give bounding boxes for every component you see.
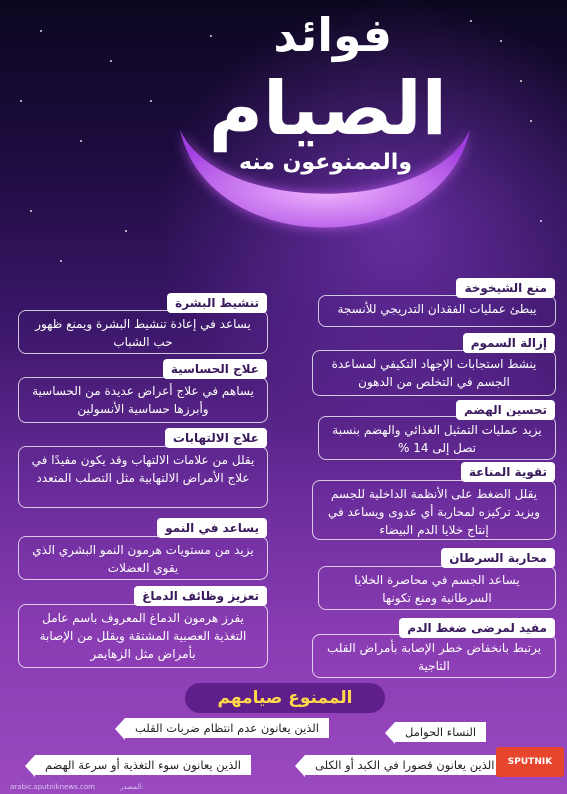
benefit-text: يساعد في إعادة تنشيط البشرة ويمنع ظهور حب الشباب [18, 310, 268, 354]
benefit-text: يساهم في علاج أعراض عديدة من الحساسية وأبرزها حساسية الأنسولين [18, 377, 268, 423]
benefit-title: تعزيز وظائف الدماغ [134, 586, 267, 606]
benefit-title: تحسين الهضم [456, 400, 555, 420]
sputnik-logo: SPUTNIK [496, 747, 564, 777]
title-line-2: الصيام [208, 66, 447, 152]
benefit-text: يزيد عمليات التمثيل الغذائي والهضم بنسبة تصل إلى 14 % [318, 416, 556, 460]
benefit-title: إزالة السموم [463, 333, 555, 353]
benefit-title: تقوية المناعة [461, 462, 555, 482]
banned-item: الذين يعانون سوء التغذية أو سرعة الهضم [35, 755, 251, 775]
benefit-text: يبطئ عمليات الفقدان التدريجي للأنسجة [318, 295, 556, 327]
title-subtitle: والممنوعون منه [239, 150, 412, 175]
footer-url: arabic.sputniknews.com [10, 783, 95, 791]
benefit-title: منع الشيخوخة [456, 278, 555, 298]
benefit-text: يزيد من مستويات هرمون النمو البشري الذي يقوي العضلات [18, 536, 268, 580]
banned-title: الممنوع صيامهم [185, 683, 385, 713]
benefit-text: يقلل الضغط على الأنظمة الداخلية للجسم ويزيد تركيزه لمحاربة أي عدوى ويساعد في إنتاج خلايا الدم البيضاء [312, 480, 556, 540]
banned-item: الذين يعانون قصورا في الكبد أو الكلى [305, 755, 504, 775]
title-line-1: فوائد [273, 8, 392, 62]
benefit-title: علاج الحساسية [163, 359, 267, 379]
benefit-title: محاربة السرطان [441, 548, 555, 568]
benefit-title: يساعد في النمو [157, 518, 267, 538]
benefit-title: تنشيط البشرة [167, 293, 267, 313]
benefit-title: علاج الالتهابات [165, 428, 267, 448]
banned-item: الذين يعانون عدم انتظام ضربات القلب [125, 718, 329, 738]
benefit-text: يرتبط بانخفاض خطر الإصابة بأمراض القلب التاجية [312, 634, 556, 678]
banned-item: النساء الحوامل [395, 722, 486, 742]
benefit-text: يقلل من علامات الالتهاب وقد يكون مفيدًا في علاج الأمراض الالتهابية مثل التصلب المتعدد [18, 446, 268, 508]
footer-source: المصدر: [120, 783, 144, 791]
benefit-title: مفيد لمرضى ضغط الدم [399, 618, 555, 638]
benefit-text: يساعد الجسم في محاصرة الخلايا السرطانية ومنع تكونها [318, 566, 556, 610]
benefit-text: ينشط استجابات الإجهاد التكيفي لمساعدة الجسم في التخلص من الدهون [312, 350, 556, 396]
benefit-text: يفرز هرمون الدماغ المعروف باسم عامل التغذية العصبية المشتقة ويقلل من الإصابة بأمراض مثل الزهايمر [18, 604, 268, 668]
